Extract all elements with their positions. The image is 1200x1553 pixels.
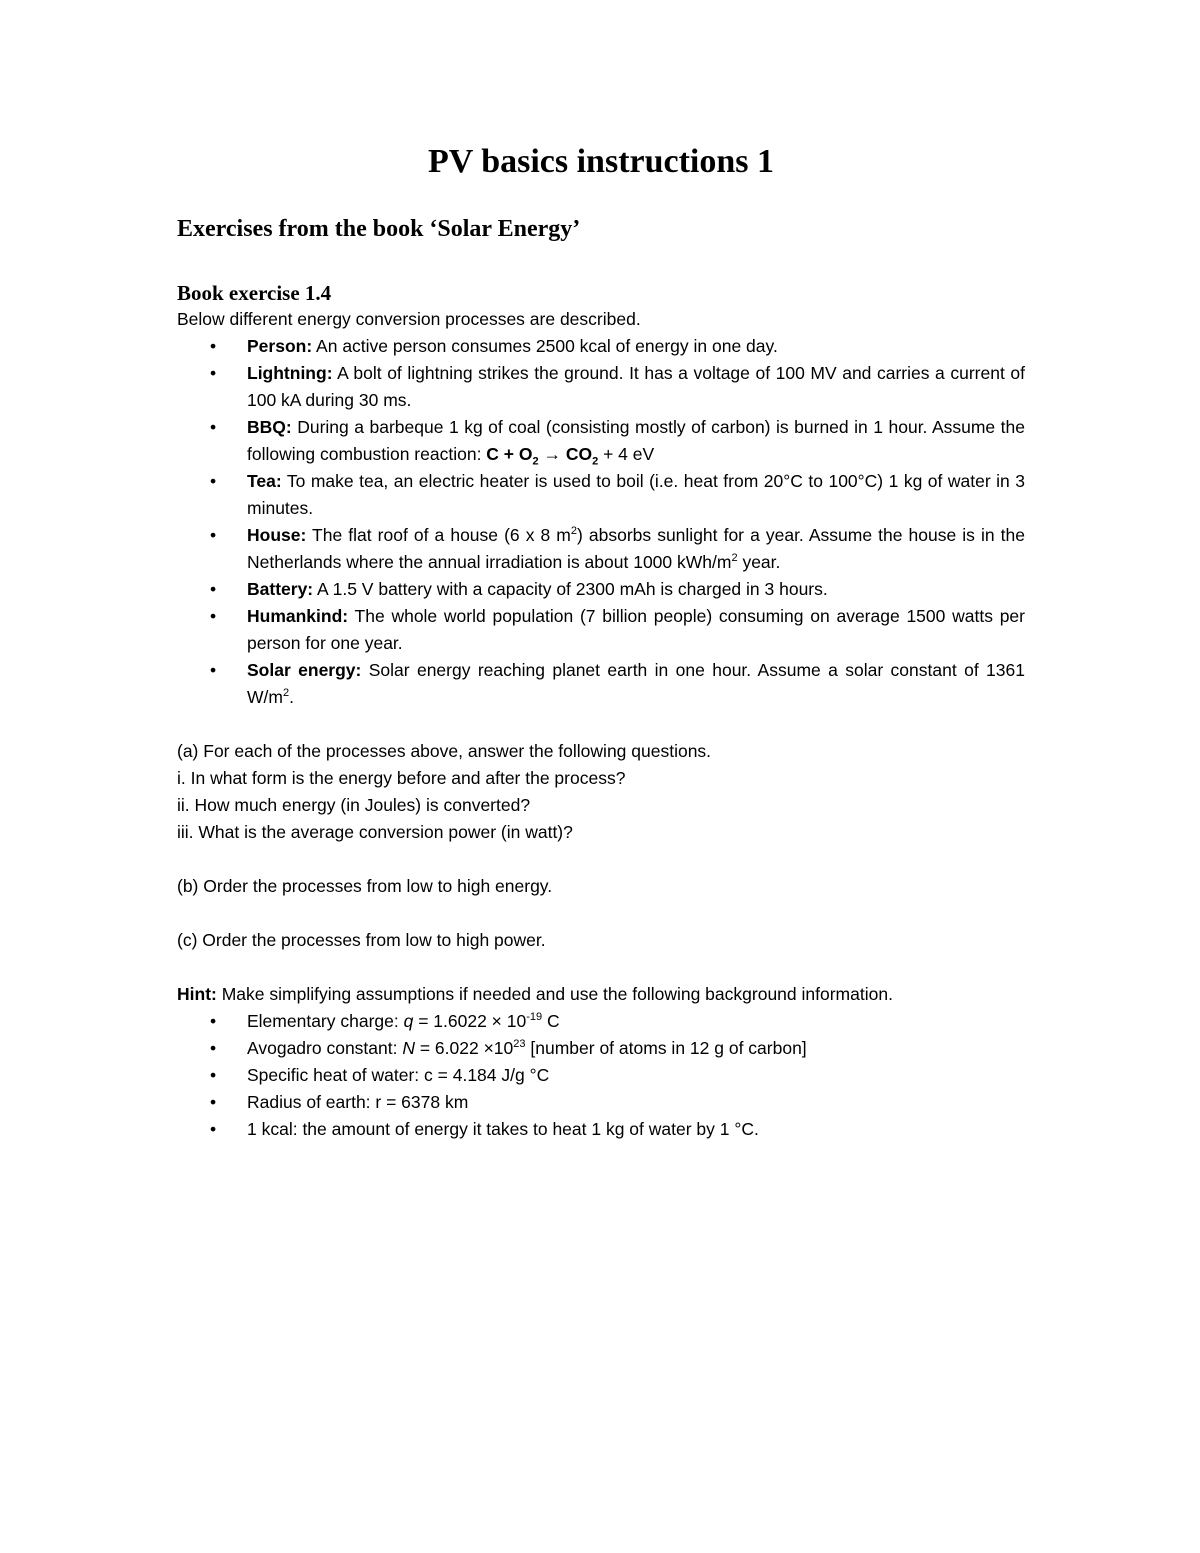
exercise-heading: Book exercise 1.4 bbox=[177, 281, 332, 305]
background-text: C bbox=[542, 1011, 560, 1031]
process-list bbox=[177, 333, 1025, 711]
bullet-icon: • bbox=[210, 1038, 217, 1058]
process-text: ) absorbs sunlight for a year. Assume the house is in the Netherlands where the annual irradiation is about 1000 kWh/m bbox=[247, 525, 1025, 572]
variable-symbol: N bbox=[402, 1038, 415, 1058]
superscript: -19 bbox=[526, 1011, 543, 1024]
bullet-icon: • bbox=[210, 1119, 217, 1139]
background-text: = 1.6022 × 10 bbox=[413, 1011, 527, 1031]
question-ii: ii. How much energy (in Joules) is converted? bbox=[177, 795, 531, 815]
bullet-icon: • bbox=[210, 417, 217, 437]
hint-label: Hint: bbox=[177, 984, 217, 1004]
process-label: Lightning: bbox=[247, 363, 333, 383]
question-iii: iii. What is the average conversion power (in watt)? bbox=[177, 822, 573, 842]
question-b bbox=[177, 873, 1025, 900]
process-item-humankind bbox=[177, 603, 1025, 657]
reaction-subscript: 2 bbox=[592, 455, 599, 468]
reaction-formula bbox=[486, 444, 599, 468]
bullet-icon: • bbox=[210, 525, 217, 545]
superscript: 23 bbox=[513, 1038, 526, 1051]
question-text: Order the processes from low to high energy. bbox=[198, 876, 553, 896]
background-item-specific-heat bbox=[177, 1062, 1025, 1089]
background-text: Radius of earth: r = 6378 km bbox=[247, 1092, 469, 1112]
background-text: Specific heat of water: c = 4.184 J/g °C bbox=[247, 1065, 550, 1085]
process-text: . bbox=[289, 687, 294, 707]
process-text: The whole world population (7 billion people) consuming on average 1500 watts per person for one year. bbox=[247, 606, 1025, 653]
process-label: Tea: bbox=[247, 471, 282, 491]
process-item-person bbox=[177, 333, 1025, 360]
background-list bbox=[177, 1008, 1025, 1143]
question-text: For each of the processes above, answer the following questions. bbox=[198, 741, 712, 761]
process-item-tea bbox=[177, 468, 1025, 522]
background-item-avogadro bbox=[177, 1035, 1025, 1062]
process-text: To make tea, an electric heater is used to boil (i.e. heat from 20°C to 100°C) 1 kg of water in 3 minutes. bbox=[247, 471, 1025, 518]
question-label: (b) bbox=[177, 876, 199, 896]
page-title: PV basics instructions 1 bbox=[427, 143, 775, 180]
process-label: Person: bbox=[247, 336, 313, 356]
superscript: 2 bbox=[282, 687, 290, 700]
superscript: 2 bbox=[731, 552, 738, 565]
question-text: Order the processes from low to high power. bbox=[197, 930, 546, 950]
background-item-elementary-charge bbox=[177, 1008, 1025, 1035]
bullet-icon: • bbox=[210, 1092, 217, 1112]
question-i: i. In what form is the energy before and after the process? bbox=[177, 768, 626, 788]
hint-text: Make simplifying assumptions if needed and use the following background information. bbox=[216, 984, 893, 1004]
background-text: Elementary charge: bbox=[247, 1011, 404, 1031]
process-text: Solar energy reaching planet earth in one hour. Assume a solar constant of 1361 W/m bbox=[247, 660, 1025, 707]
bullet-icon: • bbox=[210, 1011, 217, 1031]
process-text: year. bbox=[737, 552, 781, 572]
bullet-icon: • bbox=[210, 1065, 217, 1085]
process-label: House: bbox=[247, 525, 307, 545]
process-item-lightning bbox=[177, 360, 1025, 414]
bullet-icon: • bbox=[210, 336, 217, 356]
question-label: (c) bbox=[177, 930, 198, 950]
background-item-kcal bbox=[177, 1116, 1025, 1143]
bullet-icon: • bbox=[210, 579, 217, 599]
bullet-icon: • bbox=[210, 471, 217, 491]
bullet-icon: • bbox=[210, 606, 217, 626]
reaction-tail: + 4 eV bbox=[598, 444, 655, 464]
superscript: 2 bbox=[570, 525, 577, 538]
bullet-icon: • bbox=[210, 363, 217, 383]
process-text: A bolt of lightning strikes the ground. It has a voltage of 100 MV and carries a current of 100 kA during 30 ms. bbox=[247, 363, 1025, 410]
process-label: Humankind: bbox=[247, 606, 349, 626]
background-text: [number of atoms in 12 g of carbon] bbox=[525, 1038, 807, 1058]
process-item-battery bbox=[177, 576, 1025, 603]
background-item-earth-radius bbox=[177, 1089, 1025, 1116]
question-label: (a) bbox=[177, 741, 199, 761]
process-label: Battery: bbox=[247, 579, 314, 599]
process-label: BBQ: bbox=[247, 417, 292, 437]
process-text: The flat roof of a house (6 x 8 m bbox=[306, 525, 571, 545]
process-text: During a barbeque 1 kg of coal (consisting mostly of carbon) is burned in 1 hour. Assume the following combustion reaction: bbox=[247, 417, 1025, 464]
process-label: Solar energy: bbox=[247, 660, 362, 680]
variable-symbol: q bbox=[403, 1011, 414, 1031]
process-text: An active person consumes 2500 kcal of energy in one day. bbox=[312, 336, 778, 356]
question-c bbox=[177, 927, 1025, 954]
hint-paragraph bbox=[177, 981, 1025, 1008]
background-text: Avogadro constant: bbox=[247, 1038, 403, 1058]
exercise-body bbox=[177, 306, 1025, 1143]
background-text: 1 kcal: the amount of energy it takes to heat 1 kg of water by 1 °C. bbox=[247, 1119, 759, 1139]
intro-text: Below different energy conversion processes are described. bbox=[177, 309, 641, 329]
process-text: A 1.5 V battery with a capacity of 2300 mAh is charged in 3 hours. bbox=[313, 579, 828, 599]
process-item-solar-energy bbox=[177, 657, 1025, 711]
question-a bbox=[177, 738, 1025, 765]
process-item-bbq bbox=[177, 414, 1025, 468]
bullet-icon: • bbox=[210, 660, 217, 680]
arrow-icon: → bbox=[538, 444, 566, 464]
background-text: = 6.022 ×10 bbox=[414, 1038, 514, 1058]
section-subtitle: Exercises from the book ‘Solar Energy’ bbox=[177, 216, 581, 242]
reaction-rhs: CO bbox=[565, 444, 593, 464]
reaction-subscript: 2 bbox=[532, 455, 539, 468]
reaction-lhs: C + O bbox=[486, 444, 533, 464]
process-item-house bbox=[177, 522, 1025, 576]
